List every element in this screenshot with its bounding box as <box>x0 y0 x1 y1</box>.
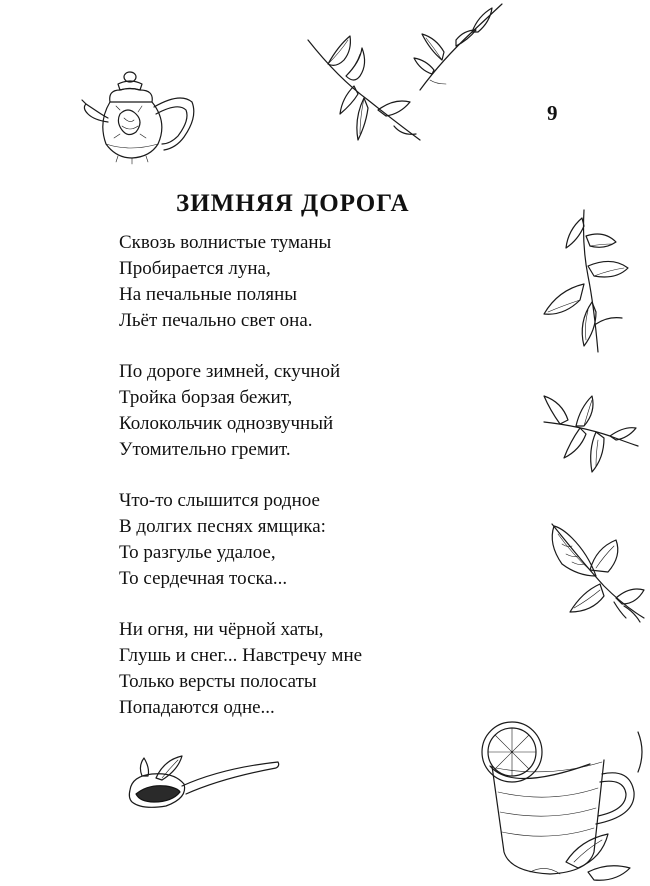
tea-spoon-icon <box>122 754 282 816</box>
tea-leaves-icon <box>540 392 640 477</box>
tea-branch-icon <box>298 28 428 148</box>
poem-line: Льёт печально свет она. <box>119 310 313 331</box>
poem-line: Ни огня, ни чёрной хаты, <box>119 619 324 640</box>
poem-line: Попадаются одне... <box>119 697 275 718</box>
page-number: 9 <box>547 101 558 125</box>
stanza <box>119 488 362 592</box>
tea-leaf-sprig-icon <box>544 514 648 624</box>
teapot-icon <box>80 62 205 172</box>
poem-title: ЗИМНЯЯ ДОРОГА <box>176 190 410 217</box>
poem-body <box>119 230 362 746</box>
tea-sprig-icon <box>412 0 507 95</box>
stanza <box>119 359 362 463</box>
poem-line: То сердечная тоска... <box>119 568 288 589</box>
poem-line: Только версты полосаты <box>119 671 317 692</box>
poem-line: То разгулье удалое, <box>119 542 276 563</box>
poem-line: Тройка борзая бежит, <box>119 387 293 408</box>
stanza <box>119 617 362 721</box>
tea-leaf-sprig-icon <box>538 206 633 356</box>
poem-line: Утомительно гремит. <box>119 439 291 460</box>
poem-line: Сквозь волнистые туманы <box>119 232 332 253</box>
poem-line: В долгих песнях ямщика: <box>119 516 326 537</box>
poem-line: По дороге зимней, скучной <box>119 361 341 382</box>
poem-line: Что-то слышится родное <box>119 490 320 511</box>
tea-cup-lemon-icon <box>470 712 650 886</box>
poem-line: Глушь и снег... Навстречу мне <box>119 645 363 666</box>
poem-line: Пробирается луна, <box>119 258 271 279</box>
poem-line: На печальные поляны <box>119 284 298 305</box>
stanza <box>119 230 362 334</box>
poem-line: Колокольчик однозвучный <box>119 413 334 434</box>
